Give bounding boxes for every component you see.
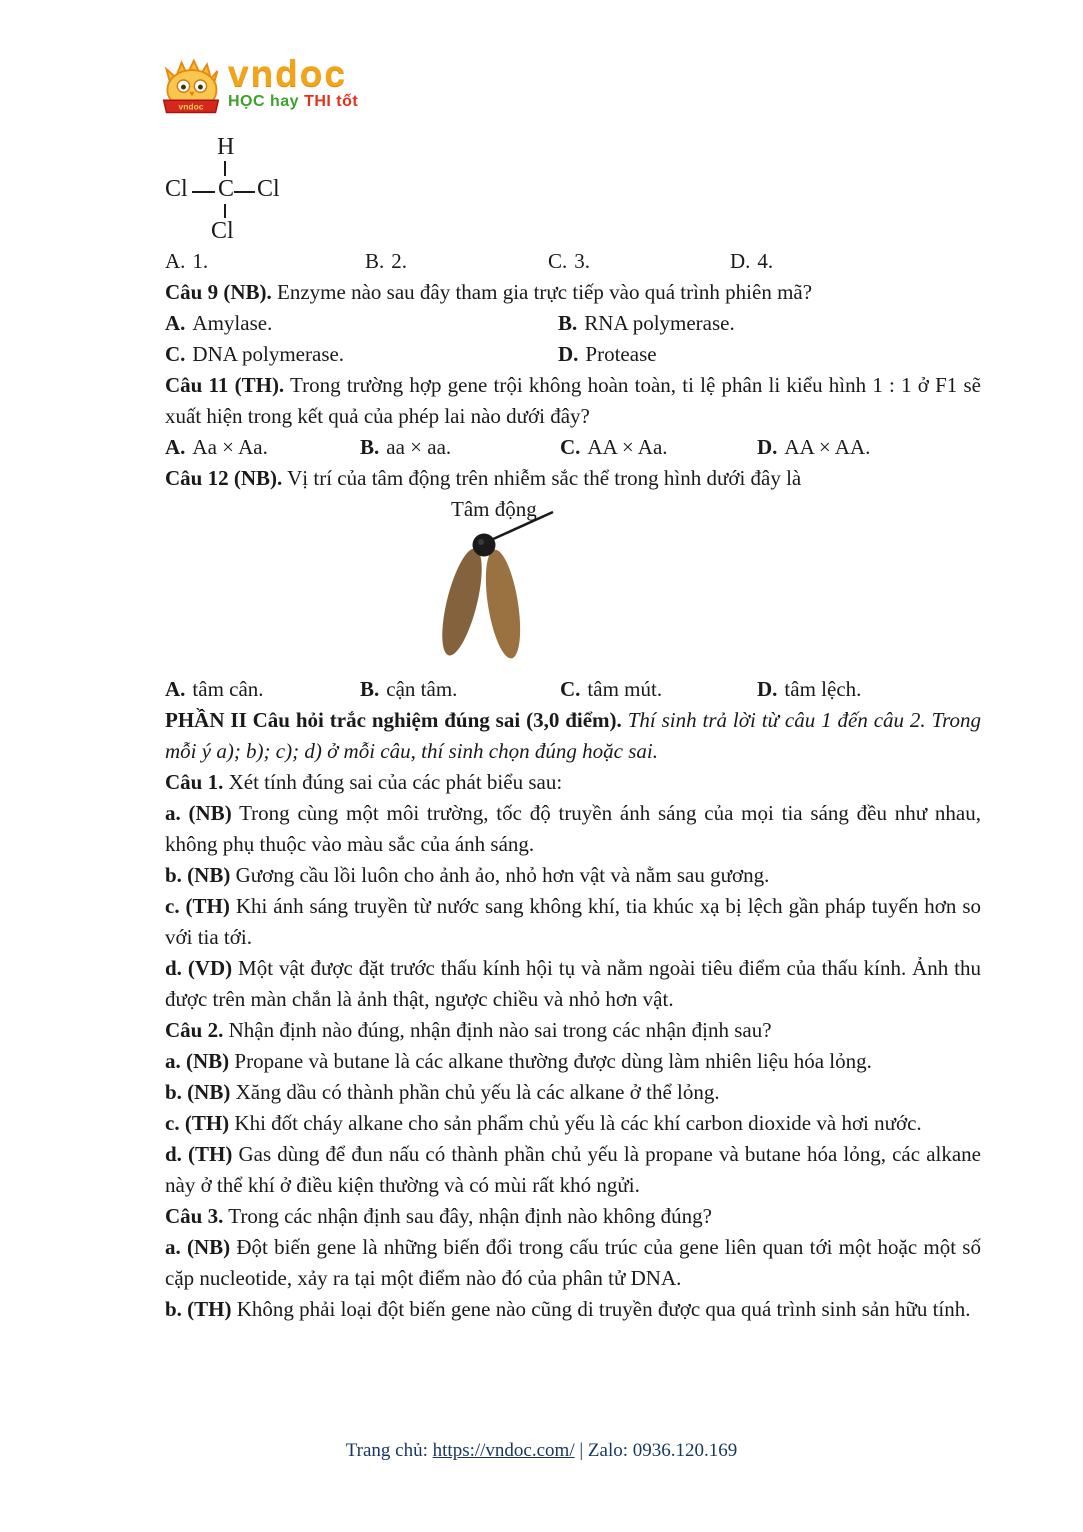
tf3-item-a bbox=[165, 1232, 981, 1294]
option-b bbox=[360, 674, 560, 705]
option-letter: D. bbox=[558, 342, 579, 366]
part2-heading bbox=[165, 705, 981, 767]
option-text: 2. bbox=[391, 249, 408, 273]
item-text: Khi ánh sáng truyền từ nước sang không khí, tia khúc xạ bị lệch gần pháp tuyến hơn so với tia tới. bbox=[165, 894, 981, 949]
option-b bbox=[360, 432, 560, 463]
chromatid-left bbox=[434, 545, 490, 659]
tf2-item-c bbox=[165, 1108, 981, 1139]
option-letter: C. bbox=[165, 342, 186, 366]
logo-text-block bbox=[228, 53, 359, 112]
question-11-options bbox=[165, 432, 981, 463]
question-11-label: Câu 11 (TH). bbox=[165, 373, 285, 397]
question-9-options bbox=[165, 308, 981, 370]
tf2-item-a bbox=[165, 1046, 981, 1077]
tf1-item-d bbox=[165, 953, 981, 1015]
item-label: b. (TH) bbox=[165, 1297, 232, 1321]
tf2-item-d bbox=[165, 1139, 981, 1201]
tf-question-1-label: Câu 1. bbox=[165, 770, 224, 794]
option-text: Amylase. bbox=[192, 311, 273, 335]
brand-wordmark: vndoc bbox=[228, 53, 347, 94]
item-label: d. (VD) bbox=[165, 956, 233, 980]
footer-suffix: | Zalo: 0936.120.169 bbox=[574, 1440, 738, 1461]
option-text: Aa × Aa. bbox=[192, 435, 268, 459]
item-text: Không phải loại đột biến gene nào cũng di truyền được qua quá trình sinh sản hữu tính. bbox=[236, 1297, 971, 1321]
tf-question-1-text: Xét tính đúng sai của các phát biểu sau: bbox=[228, 770, 563, 794]
centromere-label: Tâm động bbox=[451, 497, 537, 521]
option-letter: A. bbox=[165, 311, 186, 335]
chromosome-figure bbox=[165, 494, 981, 674]
mascot-pupil-right bbox=[198, 85, 203, 90]
option-text: aa × aa. bbox=[386, 435, 452, 459]
item-label: a. (NB) bbox=[165, 1235, 231, 1259]
item-text: Gương cầu lồi luôn cho ảnh ảo, nhỏ hơn vật và nằm sau gương. bbox=[235, 863, 770, 887]
item-label: b. (NB) bbox=[165, 1080, 231, 1104]
tf-question-2 bbox=[165, 1015, 981, 1046]
bond-vertical-top bbox=[224, 161, 226, 176]
tf2-item-b bbox=[165, 1077, 981, 1108]
option-text: Protease bbox=[585, 342, 657, 366]
item-text: Đột biến gene là những biến đổi trong cấu trúc của gene liên quan tới một hoặc một số cặp nucleotide, xảy ra tại một điểm nào đó của phân tử DNA. bbox=[165, 1235, 981, 1290]
option-b bbox=[365, 246, 548, 277]
option-letter: B. bbox=[365, 249, 385, 273]
question-9 bbox=[165, 277, 981, 308]
option-text: tâm cân. bbox=[192, 677, 264, 701]
option-c bbox=[165, 339, 558, 370]
option-text: tâm mút. bbox=[587, 677, 663, 701]
tf1-item-a bbox=[165, 798, 981, 860]
option-text: AA × AA. bbox=[784, 435, 871, 459]
option-text: DNA polymerase. bbox=[192, 342, 345, 366]
homepage-link[interactable]: https://vndoc.com/ bbox=[432, 1440, 575, 1461]
document-content bbox=[165, 246, 981, 1325]
question-12-options bbox=[165, 674, 981, 705]
tf-question-2-label: Câu 2. bbox=[165, 1018, 224, 1042]
option-text: 3. bbox=[574, 249, 591, 273]
option-c bbox=[548, 246, 730, 277]
option-letter: B. bbox=[360, 435, 380, 459]
option-c bbox=[560, 674, 757, 705]
option-letter: A. bbox=[165, 249, 186, 273]
item-text: Gas dùng để đun nấu có thành phần chủ yếu là propane và butane hóa lỏng, các alkane này ở thể khí ở điều kiện thường và có mùi rất khó ngửi. bbox=[165, 1142, 981, 1197]
footer-prefix: Trang chủ: bbox=[345, 1440, 433, 1461]
tf-question-2-text: Nhận định nào đúng, nhận định nào sai trong các nhận định sau? bbox=[228, 1018, 772, 1042]
item-label: c. (TH) bbox=[165, 894, 230, 918]
item-text: Propane và butane là các alkane thường được dùng làm nhiên liệu hóa lỏng. bbox=[234, 1049, 872, 1073]
option-letter: D. bbox=[757, 435, 778, 459]
atom-chlorine-right: Cl bbox=[257, 176, 280, 202]
bond-horizontal-right bbox=[234, 191, 255, 193]
option-text: 1. bbox=[192, 249, 209, 273]
bond-vertical-bottom bbox=[224, 204, 226, 218]
item-text: Xăng dầu có thành phần chủ yếu là các alkane ở thể lỏng. bbox=[235, 1080, 720, 1104]
option-letter: C. bbox=[560, 677, 581, 701]
option-letter: D. bbox=[757, 677, 778, 701]
option-d bbox=[730, 246, 981, 277]
option-text: cận tâm. bbox=[386, 677, 458, 701]
option-letter: B. bbox=[360, 677, 380, 701]
centromere-highlight bbox=[478, 539, 484, 545]
option-b bbox=[558, 308, 981, 339]
item-label: c. (TH) bbox=[165, 1111, 230, 1135]
part2-instruction: Thí sinh trả lời từ câu 1 đến câu 2. Trong mỗi ý a); b); c); d) ở mỗi câu, thí sinh chọn đúng hoặc sai. bbox=[165, 708, 981, 763]
chromosome-diagram bbox=[285, 502, 625, 672]
question-9-label: Câu 9 (NB). bbox=[165, 280, 272, 304]
vndoc-mascot-icon bbox=[158, 56, 224, 120]
question-12-text: Vị trí của tâm động trên nhiễm sắc thể trong hình dưới đây là bbox=[287, 466, 802, 490]
tf-question-3-text: Trong các nhận định sau đây, nhận định nào không đúng? bbox=[228, 1204, 712, 1228]
item-text: Một vật được đặt trước thấu kính hội tụ và nằm ngoài tiêu điểm của thấu kính. Ảnh thu được trên màn chắn là ảnh thật, ngược chiều và nhỏ hơn vật. bbox=[165, 956, 982, 1011]
tf-question-3-label: Câu 3. bbox=[165, 1204, 224, 1228]
tagline-green: HỌC hay bbox=[228, 93, 300, 110]
option-letter: A. bbox=[165, 677, 186, 701]
item-label: a. (NB) bbox=[165, 1049, 230, 1073]
option-letter: D. bbox=[730, 249, 751, 273]
question-11-text: Trong trường hợp gene trội không hoàn toàn, ti lệ phân li kiểu hình 1 : 1 ở F1 sẽ xuất hiện trong kết quả của phép lai nào dưới đây? bbox=[165, 373, 981, 428]
item-label: b. (NB) bbox=[165, 863, 231, 887]
ribbon-text: vndoc bbox=[178, 101, 204, 112]
chloroform-structure-figure bbox=[165, 136, 335, 244]
option-c bbox=[560, 432, 757, 463]
tf-question-1 bbox=[165, 767, 981, 798]
option-text: AA × Aa. bbox=[587, 435, 668, 459]
question-11 bbox=[165, 370, 981, 432]
mascot-pupil-left bbox=[181, 85, 186, 90]
option-d bbox=[757, 674, 981, 705]
question-9-text: Enzyme nào sau đây tham gia trực tiếp vào quá trình phiên mã? bbox=[277, 280, 813, 304]
tagline-red: THI tốt bbox=[304, 93, 359, 110]
question-12 bbox=[165, 463, 981, 494]
options-row-counts bbox=[165, 246, 981, 277]
item-label: a. (NB) bbox=[165, 801, 232, 825]
atom-hydrogen: H bbox=[217, 134, 235, 160]
tf3-item-b bbox=[165, 1294, 981, 1325]
option-d bbox=[757, 432, 981, 463]
option-a bbox=[165, 432, 360, 463]
option-text: 4. bbox=[757, 249, 774, 273]
page-footer bbox=[0, 1440, 1083, 1462]
part2-title: PHẦN II Câu hỏi trắc nghiệm đúng sai (3,0 điểm). bbox=[165, 708, 622, 732]
item-text: Khi đốt cháy alkane cho sản phẩm chủ yếu là các khí carbon dioxide và hơi nước. bbox=[234, 1111, 922, 1135]
option-letter: C. bbox=[560, 435, 581, 459]
option-letter: C. bbox=[548, 249, 568, 273]
atom-carbon: C bbox=[218, 176, 235, 202]
atom-chlorine-bottom: Cl bbox=[211, 218, 234, 244]
item-text: Trong cùng một môi trường, tốc độ truyền ánh sáng của mọi tia sáng đều như nhau, không phụ thuộc vào màu sắc của ánh sáng. bbox=[165, 801, 981, 856]
item-label: d. (TH) bbox=[165, 1142, 233, 1166]
option-text: RNA polymerase. bbox=[584, 311, 735, 335]
option-a bbox=[165, 308, 558, 339]
option-a bbox=[165, 674, 360, 705]
option-text: tâm lệch. bbox=[784, 677, 862, 701]
centromere-dot bbox=[473, 534, 496, 557]
atom-chlorine-left: Cl bbox=[165, 176, 188, 202]
question-12-label: Câu 12 (NB). bbox=[165, 466, 283, 490]
tf1-item-c bbox=[165, 891, 981, 953]
option-letter: A. bbox=[165, 435, 186, 459]
tf1-item-b bbox=[165, 860, 981, 891]
bond-horizontal-left bbox=[192, 191, 215, 193]
tf-question-3 bbox=[165, 1201, 981, 1232]
option-d bbox=[558, 339, 981, 370]
option-a bbox=[165, 246, 365, 277]
chromatid-right bbox=[480, 547, 527, 660]
logo-tagline bbox=[228, 92, 358, 112]
pointer-line bbox=[491, 512, 553, 540]
option-letter: B. bbox=[558, 311, 578, 335]
vndoc-logo bbox=[158, 53, 359, 120]
